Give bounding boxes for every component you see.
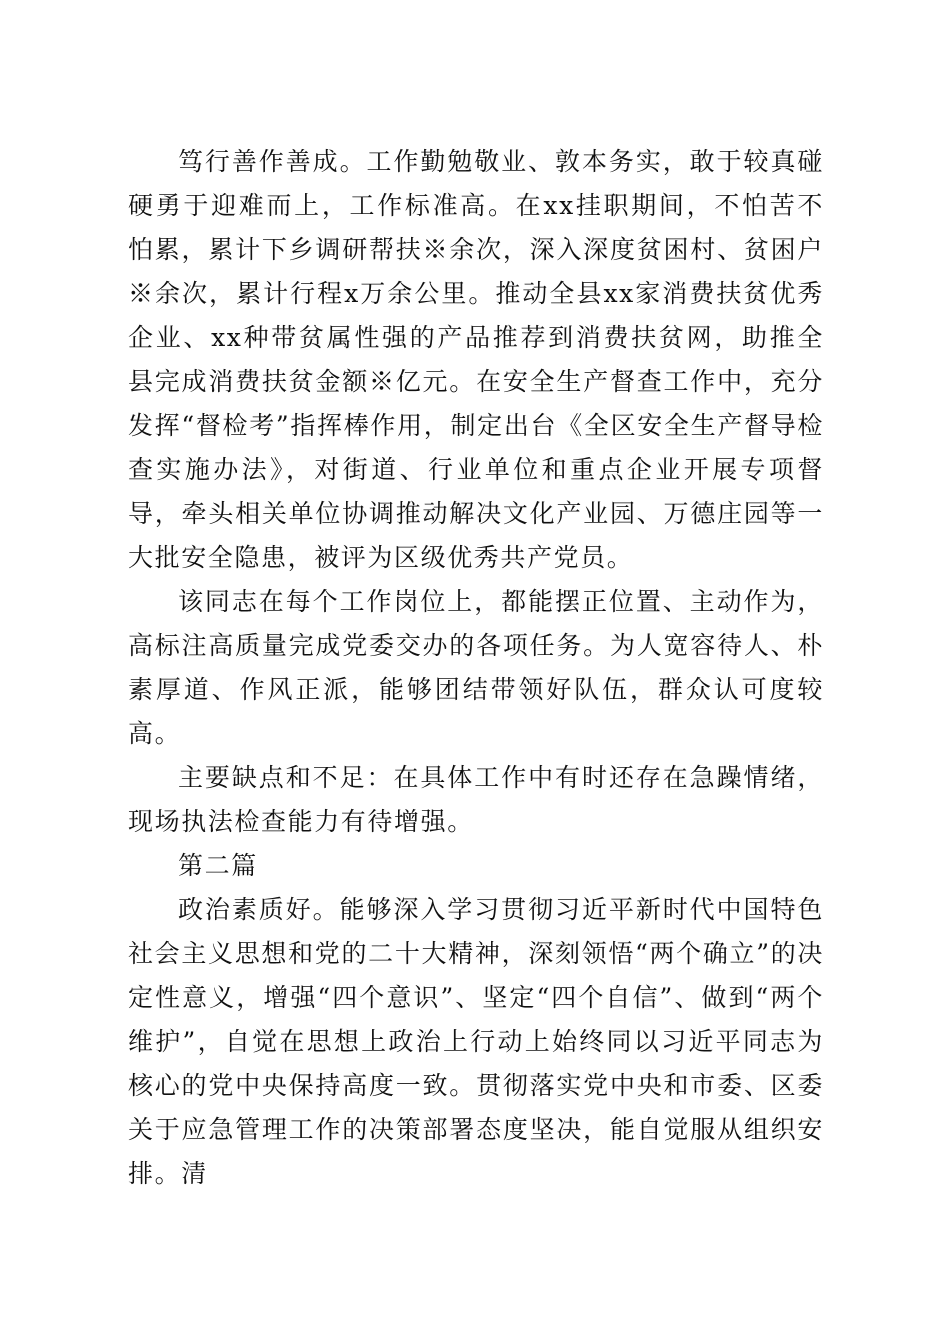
document-body <box>128 140 824 1196</box>
paragraph-shortcomings: 主要缺点和不足：在具体工作中有时还存在急躁情绪，现场执法检查能力有待增强。 <box>128 763 824 836</box>
paragraph-job-performance: 该同志在每个工作岗位上，都能摆正位置、主动作为，高标注高质量完成党委交办的各项任务。为人宽容待人、朴素厚道、作风正派，能够团结带领好队伍，群众认可度较高。 <box>128 587 824 748</box>
paragraph-work-conduct: 笃行善作善成。工作勤勉敬业、敦本务实，敢于较真碰硬勇于迎难而上，工作标准高。在xx挂职期间，不怕苦不怕累，累计下乡调研帮扶※余次，深入深度贫困村、贫困户※余次，累计行程x万余公里。推动全县xx家消费扶贫优秀企业、xx种带贫属性强的产品推荐到消费扶贫网，助推全县完成消费扶贫金额※亿元。在安全生产督查工作中，充分发挥“督检考”指挥棒作用，制定出台《全区安全生产督导检查实施办法》，对街道、行业单位和重点企业开展专项督导，牵头相关单位协调推动解决文化产业园、万德庄园等一大批安全隐患，被评为区级优秀共产党员。 <box>128 147 824 572</box>
section-heading: 第二篇 <box>178 851 258 880</box>
paragraph-political-quality: 政治素质好。能够深入学习贯彻习近平新时代中国特色社会主义思想和党的二十大精神，深刻领悟“两个确立”的决定性意义，增强“四个意识”、坚定“四个自信”、做到“两个维护”，自觉在思想上政治上行动上始终同以习近平同志为核心的党中央保持高度一致。贯彻落实党中央和市委、区委关于应急管理工作的决策部署态度坚决，能自觉服从组织安排。清 <box>128 895 824 1188</box>
